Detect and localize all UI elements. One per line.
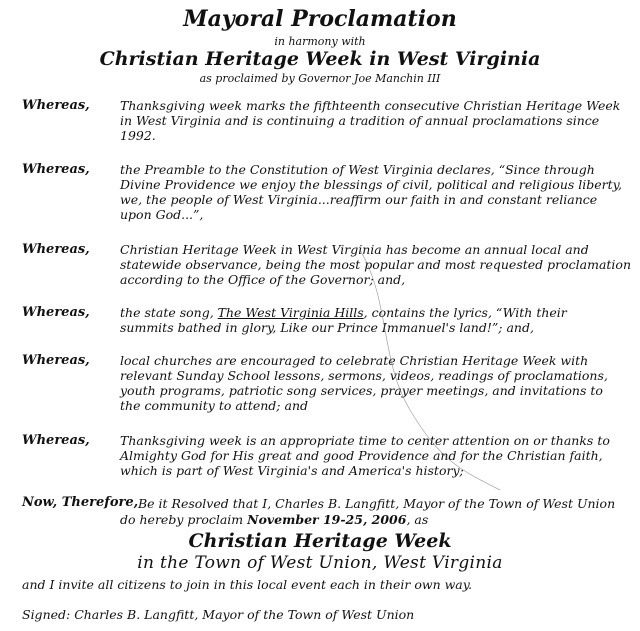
clause-text: [120, 98, 620, 143]
proclaim-text: do hereby proclaim: [120, 512, 248, 527]
invitation-text: and I invite all citizens to join in this local event each in their own way.: [22, 577, 473, 592]
clause-line: we, the people of West Virginia...reaffirm our faith in and constant reliance: [120, 192, 598, 207]
whereas-label: Whereas,: [22, 162, 90, 177]
clause-line: Divine Providence we enjoy the blessings of civil, political and religious liberty,: [120, 177, 623, 192]
clause-text: [120, 353, 620, 413]
clause-text: [120, 242, 631, 287]
state-song-title: The West Virginia Hills: [217, 305, 364, 320]
clause-line: 1992.: [120, 128, 156, 143]
resolution-line-1: Be it Resolved that I, Charles B. Langfitt, Mayor of the Town of West Union: [138, 496, 616, 511]
whereas-label: Whereas,: [22, 98, 90, 113]
whereas-label: Whereas,: [22, 305, 90, 320]
song-lyrics-intro: , contains the lyrics, “With their: [363, 305, 567, 320]
whereas-label: Whereas,: [22, 433, 90, 448]
clause-line: Thanksgiving week marks the fifthteenth consecutive Christian Heritage Week: [120, 98, 621, 113]
clause-line: Christian Heritage Week in West Virginia has become an annual local and: [120, 242, 589, 257]
whereas-label: Whereas,: [22, 242, 90, 257]
proclaimed-week-title: Christian Heritage Week: [188, 530, 452, 552]
clause-line: statewide observance, being the most popular and most requested proclamation: [120, 257, 631, 272]
now-therefore-label: Now, Therefore,: [22, 495, 139, 510]
clause-line: according to the Office of the Governor; and,: [120, 272, 406, 287]
clause-text: [120, 162, 623, 222]
clause-line: [120, 305, 620, 320]
proclaim-suffix: , as: [406, 512, 429, 527]
clause-line: Thanksgiving week is an appropriate time to center attention on or thanks to: [120, 433, 610, 448]
clause-line: upon God...”,: [120, 207, 204, 222]
whereas-label: Whereas,: [22, 353, 90, 368]
clause-line: the Preamble to the Constitution of West Virginia declares, “Since through: [120, 162, 595, 177]
clause-line: in West Virginia and is continuing a tradition of annual proclamations since: [120, 113, 600, 128]
proclaimed-by-text: as proclaimed by Governor Joe Manchin III: [199, 72, 441, 85]
proclaimed-place: in the Town of West Union, West Virginia: [137, 553, 503, 573]
clause-line: relevant Sunday School lessons, sermons, videos, readings of proclamations,: [120, 368, 608, 383]
clause-text: [120, 433, 620, 478]
week-heading: Christian Heritage Week in West Virginia: [99, 48, 541, 70]
signature-line: Signed: Charles B. Langfitt, Mayor of the Town of West Union: [22, 607, 415, 622]
clause-line: Almighty God for His great and good Providence and for the Christian faith,: [120, 448, 603, 463]
clause-line: the community to attend; and: [120, 398, 308, 413]
document-title: Mayoral Proclamation: [183, 6, 457, 32]
clause-line: local churches are encouraged to celebrate Christian Heritage Week with: [120, 353, 589, 368]
in-harmony-text: in harmony with: [274, 35, 366, 48]
clause-line: youth programs, patriotic song services, prayer meetings, and invitations to: [120, 383, 603, 398]
proclamation-dates: November 19-25, 2006: [247, 512, 407, 527]
resolution-line-2: [120, 512, 428, 527]
song-intro-text: the state song,: [120, 305, 218, 320]
clause-text: [120, 305, 620, 335]
clause-line: which is part of West Virginia's and America's history;: [120, 463, 464, 478]
clause-line: summits bathed in glory, Like our Prince Immanuel's land!”; and,: [120, 320, 534, 335]
